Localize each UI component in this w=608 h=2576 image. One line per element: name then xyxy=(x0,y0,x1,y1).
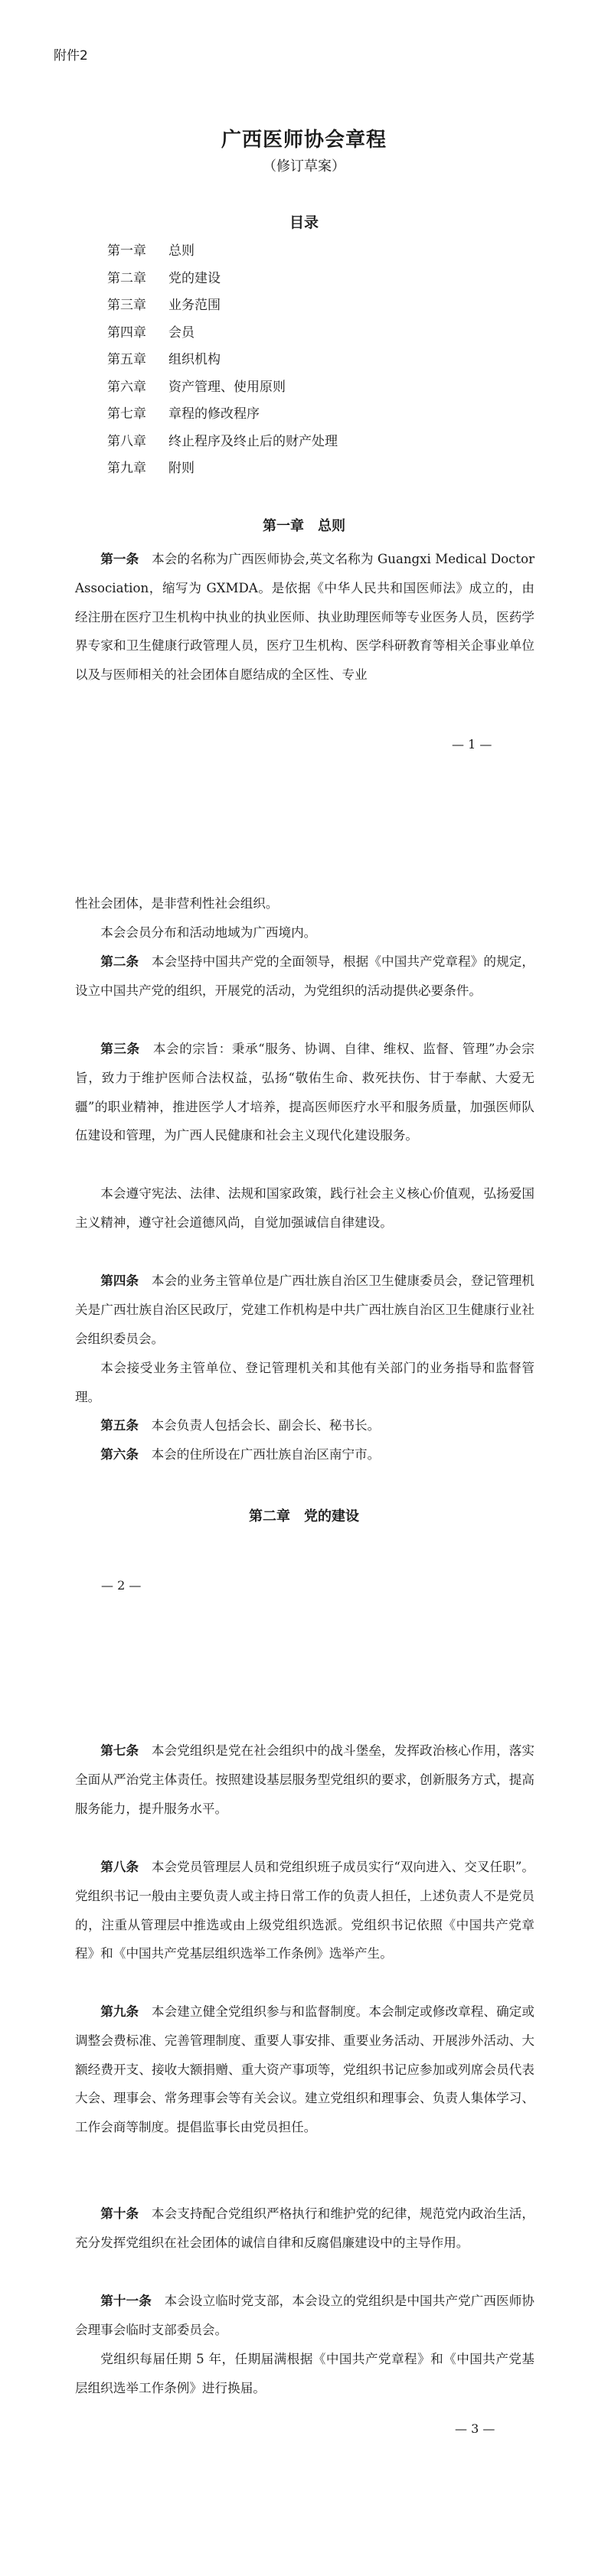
toc-item-number: 第三章 xyxy=(107,298,146,313)
article-text: 本会的宗旨：秉承“服务、协调、自律、维权、监督、管理”办会宗旨，致力于维护医师合法权益，弘扬“敬佑生命、救死扶伤、甘于奉献、大爱无疆”的职业精神，推进医学人才培养，提高医师医疗水平和服务质量，加强医师队伍建设和管理，为广西人民健康和社会主义现代化建设服务。 xyxy=(75,1042,535,1143)
article-text: 本会的住所设在广西壮族自治区南宁市。 xyxy=(151,1447,381,1462)
toc-item xyxy=(107,292,338,320)
page-number: — 1 — xyxy=(452,737,492,752)
toc-item-number: 第四章 xyxy=(107,324,146,341)
document-title: 广西医师协会章程 xyxy=(221,129,387,152)
article-6 xyxy=(75,1440,534,1469)
article-label: 第五条 xyxy=(100,1418,139,1433)
page-number: — 2 — xyxy=(101,1578,142,1593)
toc-item-number: 第六章 xyxy=(107,379,146,395)
toc-item xyxy=(107,374,338,402)
article-label: 第十一条 xyxy=(100,2294,152,2308)
toc-item-title: 党的建设 xyxy=(168,270,221,286)
article-label: 第九条 xyxy=(100,2004,139,2019)
article-label: 第十条 xyxy=(100,2206,139,2221)
article-7 xyxy=(75,1736,534,1823)
toc-item xyxy=(107,401,338,429)
toc-item-title: 会员 xyxy=(168,324,194,341)
chapter-2-heading: 第二章 党的建设 xyxy=(249,1508,359,1524)
toc-item-number: 第二章 xyxy=(107,270,146,286)
article-text: 本会坚持中国共产党的全面领导，根据《中国共产党章程》的规定，设立中国共产党的组织，开展党的活动，为党组织的活动提供必要条件。 xyxy=(75,954,535,998)
article-2 xyxy=(75,947,534,1006)
toc-item xyxy=(107,320,338,347)
article-text: 本会党员管理层人员和党组织班子成员实行“双向进入、交叉任职”。党组织书记一般由主要负责人或主持日常工作的负责人担任，上述负责人不是党员的，注重从管理层中推选或由上级党组织选派。党组织书记依照《中国共产党章程》和《中国共产党基层组织选举工作条例》选举产生。 xyxy=(75,1860,535,1961)
article-label: 第八条 xyxy=(100,1860,139,1874)
toc-item xyxy=(107,238,338,266)
toc-item xyxy=(107,266,338,293)
paragraph-scope: 本会会员分布和活动地域为广西境内。 xyxy=(100,925,317,940)
article-label: 第三条 xyxy=(100,1042,140,1056)
toc-item-number: 第一章 xyxy=(107,243,146,259)
document-subtitle: （修订草案） xyxy=(263,158,345,174)
toc-item-number: 第九章 xyxy=(107,461,146,476)
article-text: 本会负责人包括会长、副会长、秘书长。 xyxy=(151,1418,381,1433)
table-of-contents xyxy=(107,238,338,483)
chapter-1-heading: 第一章 总则 xyxy=(263,518,345,534)
toc-item-title: 资产管理、使用原则 xyxy=(168,379,286,395)
toc-heading: 目录 xyxy=(289,214,319,231)
article-text: 本会党组织是党在社会组织中的战斗堡垒，发挥政治核心作用，落实全面从严治党主体责任。按照建设基层服务型党组织的要求，创新服务方式，提高服务能力，提升服务水平。 xyxy=(75,1743,535,1816)
page-number: — 3 — xyxy=(455,2421,495,2436)
article-label: 第七条 xyxy=(100,1743,139,1758)
toc-item-title: 终止程序及终止后的财产处理 xyxy=(168,433,338,449)
toc-item xyxy=(107,455,338,483)
article-5 xyxy=(75,1411,534,1440)
page-3 xyxy=(0,1717,608,2576)
page-1 xyxy=(0,0,608,859)
article-3 xyxy=(75,1035,534,1150)
toc-item-title: 总则 xyxy=(168,243,194,259)
toc-item-title: 组织机构 xyxy=(168,352,221,367)
toc-item xyxy=(107,347,338,374)
article-8 xyxy=(75,1853,534,1968)
toc-item-title: 附则 xyxy=(168,461,194,476)
article-text: 本会的名称为广西医师协会,英文名称为 Guangxi Medical Doctor Association，缩写为 GXMDA。是依据《中华人民共和国医师法》成立的，由经注册在医疗卫生机构中执业的执业医师、执业助理医师等专业医务人员，医药学界专家和卫生健康行政管理人员，医疗卫生机构、医学科研教育等相关企事业单位以及与医师相关的社会团体自愿结成的全区性、专业 xyxy=(75,552,535,683)
annex-label: 附件2 xyxy=(54,48,88,64)
toc-item-title: 业务范围 xyxy=(168,298,221,313)
article-1-continuation: 性社会团体，是非营利性社会组织。 xyxy=(75,896,279,911)
article-4 xyxy=(75,1267,534,1353)
article-1 xyxy=(75,545,534,690)
article-text: 本会建立健全党组织参与和监督制度。本会制定或修改章程、确定或调整会费标准、完善管理制度、重要人事安排、重要业务活动、开展涉外活动、大额经费开支、接收大额捐赠、重大资产事项等，党组织书记应参加或列席会员代表大会、理事会、常务理事会等有关会议。建立党组织和理事会、负责人集体学习、工作会商等制度。提倡监事长由党员担任。 xyxy=(75,2004,535,2135)
article-label: 第四条 xyxy=(100,1273,139,1288)
toc-item-number: 第七章 xyxy=(107,406,146,422)
article-9 xyxy=(75,1997,534,2142)
toc-item-number: 第五章 xyxy=(107,352,146,367)
article-label: 第六条 xyxy=(100,1447,139,1462)
paragraph-guidance: 本会接受业务主管单位、登记管理机关和其他有关部门的业务指导和监督管理。 xyxy=(75,1361,534,1404)
toc-item-title: 章程的修改程序 xyxy=(168,406,260,422)
article-11 xyxy=(75,2287,534,2345)
article-text: 本会支持配合党组织严格执行和维护党的纪律，规范党内政治生活，充分发挥党组织在社会团体的诚信自律和反腐倡廉建设中的主导作用。 xyxy=(75,2206,535,2250)
article-label: 第二条 xyxy=(100,954,139,969)
article-text: 本会设立临时党支部，本会设立的党组织是中国共产党广西医师协会理事会临时支部委员会。 xyxy=(75,2294,535,2337)
article-label: 第一条 xyxy=(100,552,139,566)
paragraph-term: 党组织每届任期 5 年，任期届满根据《中国共产党章程》和《中国共产党基层组织选举工作条例》进行换届。 xyxy=(75,2352,534,2395)
article-10 xyxy=(75,2199,534,2258)
article-text: 本会的业务主管单位是广西壮族自治区卫生健康委员会，登记管理机关是广西壮族自治区民政厅，党建工作机构是中共广西壮族自治区卫生健康行业社会组织委员会。 xyxy=(75,1273,535,1346)
toc-item xyxy=(107,429,338,456)
page-2 xyxy=(0,859,608,1717)
paragraph-values: 本会遵守宪法、法律、法规和国家政策，践行社会主义核心价值观，弘扬爱国主义精神，遵守社会道德风尚，自觉加强诚信自律建设。 xyxy=(75,1186,534,1230)
toc-item-number: 第八章 xyxy=(107,433,146,449)
